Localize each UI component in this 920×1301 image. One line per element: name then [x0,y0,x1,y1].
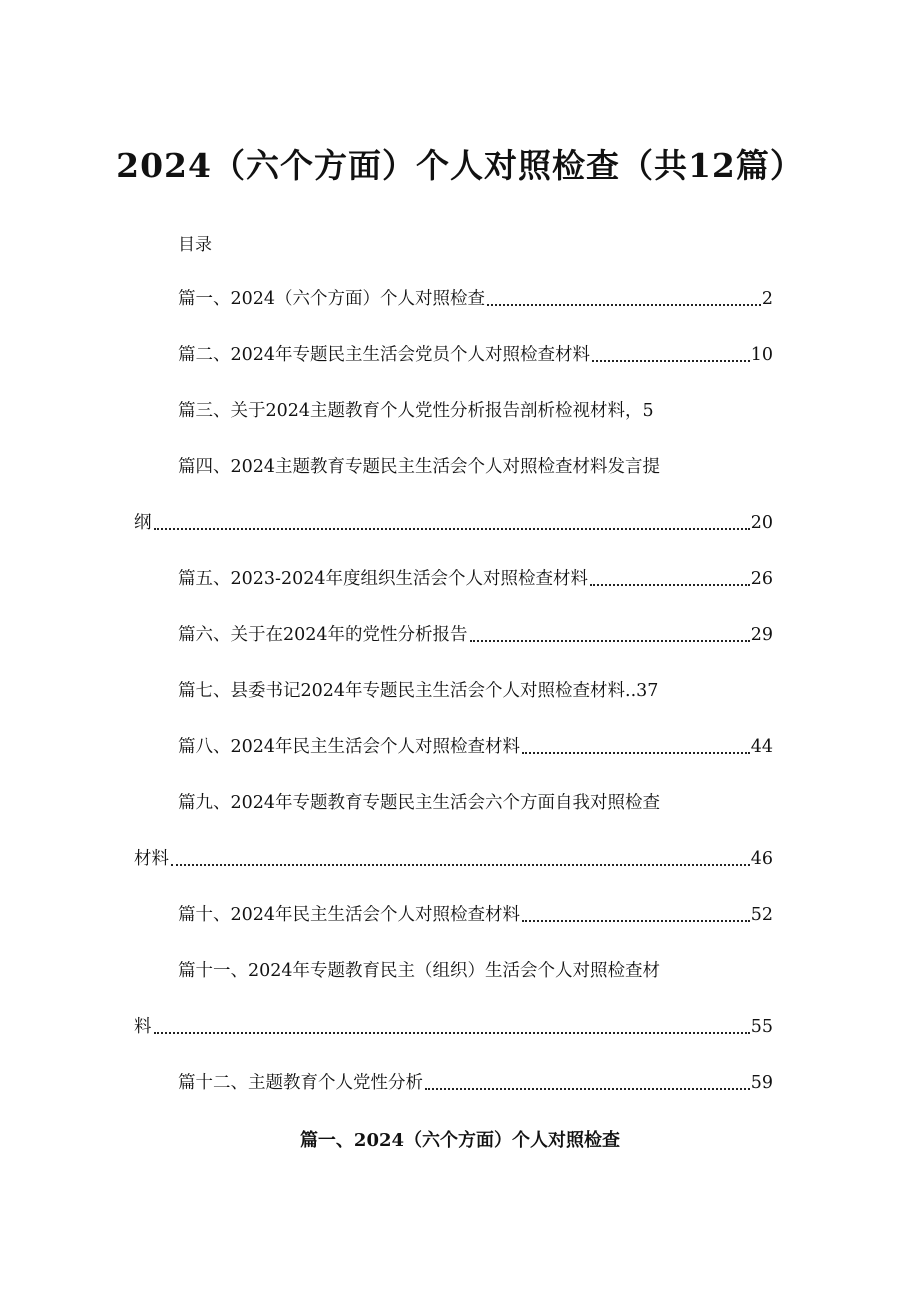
toc-leader-dots [154,528,750,530]
toc-entry-title: 篇九、2024年专题教育专题民主生活会六个方面自我对照检查 [178,793,661,813]
toc-leader-dots [522,752,750,754]
toc-entry-title: 篇六、关于在2024年的党性分析报告 [178,625,468,645]
toc-entry-title-continued: 材料 [134,849,169,869]
toc-entry-continuation[interactable] [134,509,773,537]
toc-entry[interactable] [178,397,773,425]
toc-entry[interactable] [178,733,773,761]
toc-entry-title: 篇一、2024（六个方面）个人对照检查 [178,289,486,309]
document-title: 2024（六个方面）个人对照检查（共12篇） [116,146,804,185]
toc-entry[interactable] [178,957,773,985]
section-heading: 篇一、2024（六个方面）个人对照检查 [299,1130,621,1151]
toc-entry-title: 篇七、县委书记2024年专题民主生活会个人对照检查材料..37 [178,681,659,701]
toc-leader-dots [522,920,750,922]
toc-entry-continuation[interactable] [134,845,773,873]
toc-page-number: 29 [750,625,773,645]
toc-leader-dots [171,864,750,866]
toc-entry-title-continued: 纲 [134,513,152,533]
toc-entry[interactable] [178,789,773,817]
toc-entry-title-continued: 料 [134,1017,152,1037]
toc-leader-dots [487,304,761,306]
toc-entry-title: 篇十一、2024年专题教育民主（组织）生活会个人对照检查材 [178,961,661,981]
toc-entry-continuation[interactable] [134,1013,773,1041]
toc-page-number: 52 [750,905,773,925]
toc-page-number: 2 [761,289,773,309]
toc-entry-title: 篇五、2023-2024年度组织生活会个人对照检查材料 [178,569,588,589]
toc-entry-title: 篇十二、主题教育个人党性分析 [178,1073,423,1093]
toc-entry[interactable] [178,565,773,593]
toc-page-number: 20 [750,513,773,533]
toc-page-number: 55 [750,1017,773,1037]
toc-leader-dots [470,640,750,642]
toc-page-number: 46 [750,849,773,869]
toc-leader-dots [590,584,750,586]
toc-leader-dots [154,1032,750,1034]
toc-entry-title: 篇三、关于2024主题教育个人党性分析报告剖析检视材料，5 [178,401,654,421]
toc-entry-title: 篇二、2024年专题民主生活会党员个人对照检查材料 [178,345,591,365]
toc-page-number: 10 [750,345,773,365]
toc-entry[interactable] [178,901,773,929]
toc-entry-title: 篇四、2024主题教育专题民主生活会个人对照检查材料发言提 [178,457,661,477]
toc-entry[interactable] [178,1069,773,1097]
toc-entry[interactable] [178,677,773,705]
toc-entry[interactable] [178,453,773,481]
toc-page-number: 26 [750,569,773,589]
toc-leader-dots [592,360,750,362]
toc-entry[interactable] [178,621,773,649]
toc-page-number: 44 [750,737,773,757]
toc-entry-title: 篇十、2024年民主生活会个人对照检查材料 [178,905,521,925]
toc-page-number: 59 [750,1073,773,1093]
toc-leader-dots [425,1088,750,1090]
toc-entry-title: 篇八、2024年民主生活会个人对照检查材料 [178,737,521,757]
toc-entry[interactable] [178,285,773,313]
toc-entry[interactable] [178,341,773,369]
toc-heading: 目录 [178,235,212,255]
